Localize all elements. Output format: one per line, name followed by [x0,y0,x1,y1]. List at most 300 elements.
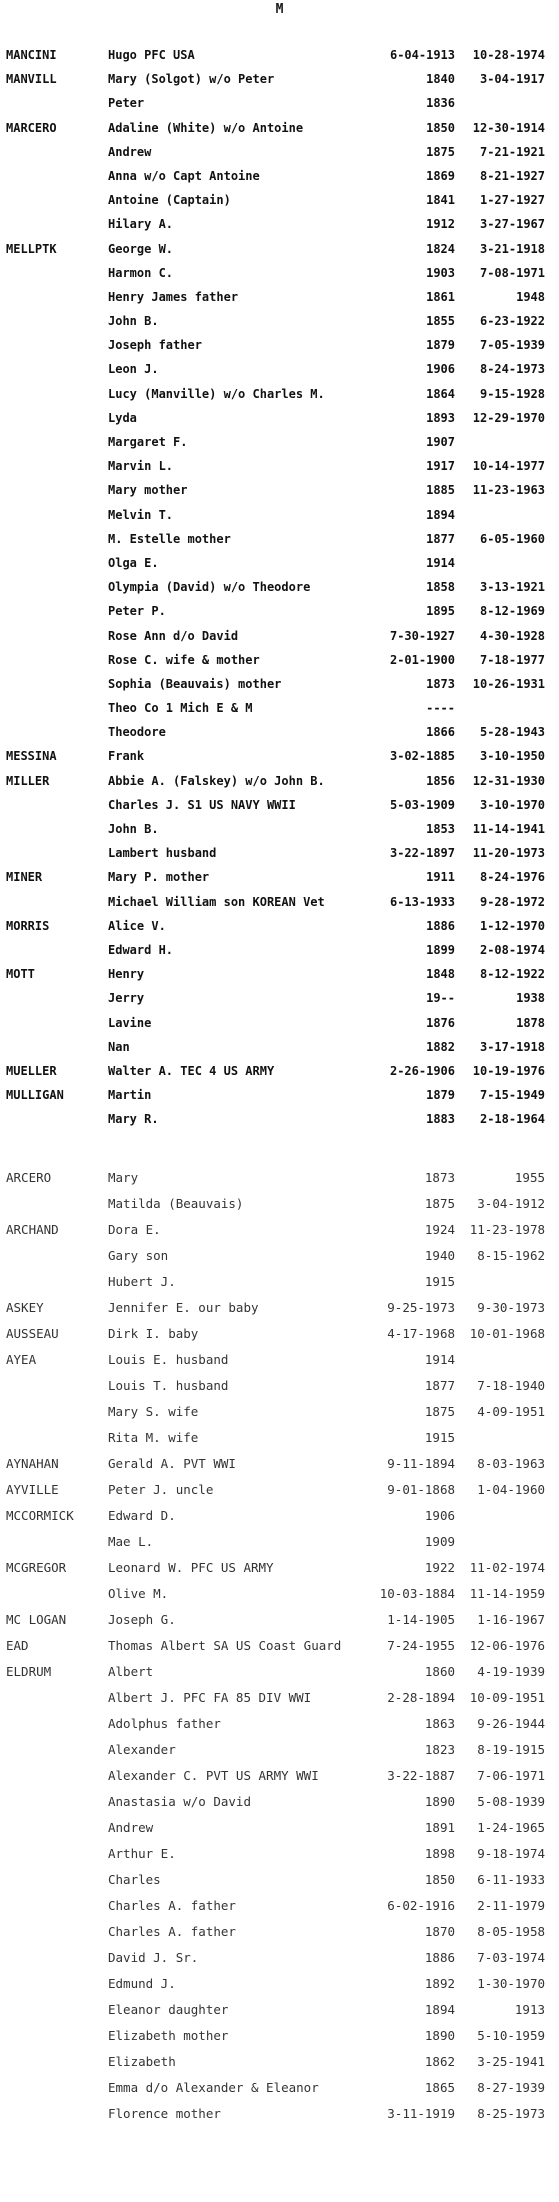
burial-entry-row [0,145,559,169]
birth-date: 1885 [426,483,455,498]
burial-entry-row [0,1456,559,1482]
death-date: 11-14-1941 [472,822,545,836]
burial-entry-row [0,1664,559,1690]
birth-date: 1-14-1905 [387,1612,455,1627]
given-name: Charles A. father [108,1924,236,1939]
death-date: 7-03-1974 [477,1950,545,1965]
birth-date: 1879 [426,338,455,353]
given-name: Elizabeth [108,2054,176,2069]
given-name: Albert J. PFC FA 85 DIV WWI [108,1690,312,1705]
death-date: 1948 [516,289,545,304]
burial-entry-row [0,2106,559,2132]
given-name: Harmon C. [108,265,174,280]
birth-date: 1886 [424,1950,455,1965]
birth-date: 1890 [424,1794,455,1809]
family-name: MESSINA [6,749,57,764]
burial-entry-row [0,701,559,725]
birth-date: 6-04-1913 [389,48,455,62]
death-date: 5-28-1943 [479,725,545,740]
death-date: 12-06-1976 [469,1638,545,1653]
family-name: MANVILL [6,72,57,87]
burial-entry-row [0,653,559,677]
birth-date: 1895 [426,604,455,619]
burial-entry-row [0,1690,559,1716]
death-date: 10-19-1976 [472,1063,545,1078]
burial-entry-row [0,1820,559,1846]
family-name: MULLIGAN [6,1088,64,1103]
burial-entry-row [0,1300,559,1326]
death-date: 9-26-1944 [477,1716,545,1731]
given-name: Edward D. [108,1508,176,1523]
given-name: Martin [108,1088,152,1103]
family-name: AYNAHAN [6,1456,59,1471]
death-date: 7-08-1971 [479,265,545,280]
burial-entry-row [0,1612,559,1638]
birth-date: 1879 [426,1088,455,1103]
death-date: 12-31-1930 [472,773,545,788]
given-name: Lucy (Manville) w/o Charles M. [108,386,325,401]
burial-entry-row [0,435,559,459]
given-name: Jerry [108,991,145,1006]
death-date: 12-29-1970 [472,410,545,425]
birth-date: 1893 [426,410,455,425]
given-name: Andrew [108,144,152,159]
burial-entry-row [0,798,559,822]
burial-entry-row [0,1016,559,1040]
death-date: 8-25-1973 [477,2106,545,2121]
given-name: Lambert husband [108,846,217,861]
burial-entry-row [0,48,559,72]
death-date: 7-06-1971 [477,1768,545,1783]
burial-entry-row [0,2054,559,2080]
birth-date: 1870 [424,1924,455,1939]
death-date: 9-28-1972 [479,894,545,909]
given-name: Adolphus father [108,1716,221,1731]
family-name: MC LOGAN [6,1612,67,1627]
birth-date: 1875 [424,1404,455,1419]
burial-entry-row [0,749,559,773]
burial-entry-row [0,1326,559,1352]
death-date: 3-13-1921 [479,580,545,595]
death-date: 1-16-1967 [477,1612,545,1627]
birth-date: 1864 [426,386,455,401]
death-date: 2-18-1964 [479,1112,545,1127]
given-name: Joseph G. [108,1612,176,1627]
given-name: Louis E. husband [108,1352,229,1367]
burial-entry-row [0,1976,559,2002]
burial-entry-row [0,1170,559,1196]
burial-entry-row [0,967,559,991]
death-date: 9-18-1974 [477,1846,545,1861]
death-date: 10-26-1931 [472,676,545,691]
birth-date: 9-11-1894 [387,1456,455,1471]
burial-entry-row [0,532,559,556]
given-name: Joseph father [108,338,202,353]
birth-date: 1911 [426,870,455,885]
death-date: 8-12-1922 [479,967,545,982]
burial-entry-row [0,604,559,628]
burial-entry-row [0,2080,559,2106]
birth-date: 1856 [426,773,455,788]
given-name: Charles [108,1872,161,1887]
burial-entry-row [0,290,559,314]
birth-date: 1875 [426,144,455,159]
death-date: 11-20-1973 [472,846,545,861]
death-date: 8-27-1939 [477,2080,545,2095]
burial-entry-row [0,870,559,894]
given-name: Mary P. mother [108,870,210,885]
death-date: 2-11-1979 [477,1898,545,1913]
death-date: 8-24-1976 [479,870,545,885]
death-date: 6-23-1922 [479,314,545,329]
death-date: 4-30-1928 [479,628,545,643]
birth-date: 7-30-1927 [389,628,455,643]
burial-entry-row [0,1950,559,1976]
birth-date: 1894 [426,507,455,522]
death-date: 4-09-1951 [477,1404,545,1419]
death-date: 8-03-1963 [477,1456,545,1471]
given-name: Charles J. S1 US NAVY WWII [108,797,296,812]
family-name: MELLPTK [6,241,57,256]
given-name: Dirk I. baby [108,1326,199,1341]
death-date: 2-08-1974 [479,942,545,957]
given-name: Emma d/o Alexander & Eleanor [108,2080,319,2095]
death-date: 9-30-1973 [477,1300,545,1315]
birth-date: 2-28-1894 [387,1690,455,1705]
given-name: Hilary A. [108,217,174,232]
death-date: 12-30-1914 [472,120,545,135]
burial-entry-row [0,411,559,435]
given-name: Leon J. [108,362,159,377]
family-name: ARCHAND [6,1222,59,1237]
death-date: 1-12-1970 [479,918,545,933]
burial-entry-row [0,483,559,507]
death-date: 3-04-1917 [479,72,545,87]
death-date: 8-24-1973 [479,362,545,377]
death-date: 6-05-1960 [479,531,545,546]
birth-date: ---- [426,701,455,716]
burial-entry-row [0,1924,559,1950]
burial-entry-row [0,919,559,943]
birth-date: 1877 [426,531,455,546]
given-name: Rose Ann d/o David [108,628,239,643]
given-name: Henry [108,967,145,982]
burial-entry-row [0,338,559,362]
burial-entry-row [0,217,559,241]
birth-date: 1917 [426,459,455,474]
birth-date: 3-11-1919 [387,2106,455,2121]
death-date: 1-24-1965 [477,1820,545,1835]
burial-entry-row [0,1586,559,1612]
death-date: 11-02-1974 [469,1560,545,1575]
given-name: Antoine (Captain) [108,193,231,208]
given-name: Theo Co 1 Mich E & M [108,701,253,716]
burial-entry-row [0,629,559,653]
given-name: Michael William son KOREAN Vet [108,894,325,909]
death-date: 10-14-1977 [472,459,545,474]
given-name: John B. [108,314,159,329]
birth-date: 1922 [424,1560,455,1575]
burial-entry-row [0,121,559,145]
family-name: AYEA [6,1352,37,1367]
burial-entry-row [0,96,559,120]
given-name: Andrew [108,1820,154,1835]
death-date: 1-27-1927 [479,193,545,208]
burial-entry-row [0,1560,559,1586]
death-date: 6-11-1933 [477,1872,545,1887]
birth-date: 1877 [424,1378,455,1393]
given-name: Edmund J. [108,1976,176,1991]
death-date: 8-15-1962 [477,1248,545,1263]
burial-entry-row [0,1638,559,1664]
birth-date: 1891 [424,1820,455,1835]
given-name: Melvin T. [108,507,174,522]
death-date: 1938 [516,991,545,1006]
burial-entry-row [0,895,559,919]
burial-entry-row [0,846,559,870]
burial-entry-row [0,1112,559,1136]
burial-entry-row [0,1352,559,1378]
birth-date: 1840 [426,72,455,87]
death-date: 10-09-1951 [469,1690,545,1705]
birth-date: 1850 [426,120,455,135]
death-date: 3-27-1967 [479,217,545,232]
birth-date: 1906 [424,1508,455,1523]
given-name: Dora E. [108,1222,161,1237]
burial-entry-row [0,1898,559,1924]
family-name: MILLER [6,773,50,788]
birth-date: 1875 [424,1196,455,1211]
burial-entry-row [0,1716,559,1742]
burial-entry-row [0,1846,559,1872]
given-name: Matilda (Beauvais) [108,1196,244,1211]
death-date: 11-14-1959 [469,1586,545,1601]
family-name: MORRIS [6,918,50,933]
birth-date: 1850 [424,1872,455,1887]
burial-entry-row [0,169,559,193]
death-date: 5-10-1959 [477,2028,545,2043]
birth-date: 1906 [426,362,455,377]
burial-entry-row [0,1248,559,1274]
death-date: 7-05-1939 [479,338,545,353]
birth-date: 7-24-1955 [387,1638,455,1653]
birth-date: 3-02-1885 [389,749,455,764]
given-name: M. Estelle mother [108,531,231,546]
given-name: Jennifer E. our baby [108,1300,259,1315]
given-name: Peter P. [108,604,166,619]
birth-date: 3-22-1897 [389,846,455,861]
given-name: David J. Sr. [108,1950,199,1965]
death-date: 10-01-1968 [469,1326,545,1341]
birth-date: 1873 [424,1170,455,1185]
birth-date: 1915 [424,1430,455,1445]
burial-entry-row [0,508,559,532]
birth-date: 1907 [426,435,455,449]
death-date: 3-04-1912 [477,1196,545,1211]
birth-date: 1886 [426,918,455,933]
given-name: Anna w/o Capt Antoine [108,168,260,183]
birth-date: 1866 [426,725,455,740]
birth-date: 1865 [424,2080,455,2095]
birth-date: 1892 [424,1976,455,1991]
death-date: 8-21-1927 [479,168,545,183]
burial-entry-row [0,677,559,701]
death-date: 1955 [514,1170,545,1185]
given-name: Peter [108,96,145,111]
birth-date: 1876 [426,1015,455,1030]
burial-entry-row [0,580,559,604]
given-name: Mary S. wife [108,1404,199,1419]
given-name: Peter J. uncle [108,1482,214,1497]
death-date: 1878 [516,1015,545,1030]
birth-date: 1858 [426,580,455,595]
family-name: MOTT [6,967,35,982]
given-name: Margaret F. [108,435,188,449]
birth-date: 9-25-1973 [387,1300,455,1315]
entries-section-upper [0,48,559,1136]
given-name: Mary [108,1170,139,1185]
burial-entry-row [0,725,559,749]
burial-entry-row [0,72,559,96]
given-name: Olympia (David) w/o Theodore [108,580,311,595]
birth-date: 1940 [424,1248,455,1263]
given-name: Olga E. [108,555,159,570]
birth-date: 4-17-1968 [387,1326,455,1341]
birth-date: 1861 [426,289,455,304]
given-name: Arthur E. [108,1846,176,1861]
burial-entry-row [0,822,559,846]
birth-date: 1873 [426,676,455,691]
birth-date: 1914 [424,1352,455,1367]
death-date: 10-28-1974 [472,48,545,62]
birth-date: 1823 [424,1742,455,1757]
given-name: Mary R. [108,1112,159,1127]
given-name: Alice V. [108,918,166,933]
given-name: Charles A. father [108,1898,236,1913]
birth-date: 1841 [426,193,455,208]
burial-entry-row [0,1222,559,1248]
death-date: 7-15-1949 [479,1088,545,1103]
death-date: 3-25-1941 [477,2054,545,2069]
birth-date: 5-03-1909 [389,797,455,812]
family-name: MUELLER [6,1063,57,1078]
burial-entry-row [0,1794,559,1820]
family-name: MCGREGOR [6,1560,67,1575]
birth-date: 1824 [426,241,455,256]
given-name: John B. [108,822,159,836]
burial-entry-row [0,193,559,217]
given-name: Alexander C. PVT US ARMY WWI [108,1768,319,1783]
burial-entry-row [0,1742,559,1768]
given-name: Olive M. [108,1586,169,1601]
death-date: 8-05-1958 [477,1924,545,1939]
given-name: Theodore [108,725,166,740]
death-date: 1-04-1960 [477,1482,545,1497]
family-name: EAD [6,1638,29,1653]
given-name: Nan [108,1039,130,1054]
burial-entry-row [0,1196,559,1222]
burial-entry-row [0,314,559,338]
given-name: Gerald A. PVT WWI [108,1456,236,1471]
birth-date: 1855 [426,314,455,329]
birth-date: 1869 [426,168,455,183]
death-date: 7-21-1921 [479,144,545,159]
family-name: MINER [6,870,43,885]
birth-date: 1898 [424,1846,455,1861]
birth-date: 1909 [424,1534,455,1549]
birth-date: 1899 [426,942,455,957]
given-name: Abbie A. (Falskey) w/o John B. [108,773,325,788]
birth-date: 6-02-1916 [387,1898,455,1913]
death-date: 3-10-1950 [479,749,545,764]
burial-entry-row [0,1508,559,1534]
death-date: 7-18-1940 [477,1378,545,1393]
given-name: Thomas Albert SA US Coast Guard [108,1638,342,1653]
burial-entry-row [0,2002,559,2028]
given-name: Mae L. [108,1534,154,1549]
given-name: Mary (Solgot) w/o Peter [108,72,275,87]
given-name: Alexander [108,1742,176,1757]
family-name: AYVILLE [6,1482,59,1497]
family-name: MARCERO [6,120,57,135]
given-name: Lavine [108,1015,152,1030]
page-letter-heading: M [275,2,284,17]
death-date: 9-15-1928 [479,386,545,401]
given-name: Rose C. wife & mother [108,652,260,667]
birth-date: 1863 [424,1716,455,1731]
family-name: MCCORMICK [6,1508,74,1523]
given-name: George W. [108,241,174,256]
given-name: Walter A. TEC 4 US ARMY [108,1063,275,1078]
burial-entry-row [0,362,559,386]
birth-date: 1894 [424,2002,455,2017]
burial-entry-row [0,1482,559,1508]
birth-date: 1890 [424,2028,455,2043]
given-name: Gary son [108,1248,169,1263]
given-name: Hugo PFC USA [108,48,195,62]
family-name: ELDRUM [6,1664,52,1679]
birth-date: 1836 [426,96,455,111]
death-date: 1913 [514,2002,545,2017]
family-name: AUSSEAU [6,1326,59,1341]
birth-date: 2-01-1900 [389,652,455,667]
burial-entry-row [0,2028,559,2054]
birth-date: 6-13-1933 [389,894,455,909]
birth-date: 10-03-1884 [379,1586,455,1601]
burial-entry-row [0,991,559,1015]
given-name: Eleanor daughter [108,2002,229,2017]
burial-entry-row [0,266,559,290]
birth-date: 1883 [426,1112,455,1127]
death-date: 11-23-1978 [469,1222,545,1237]
birth-date: 19-- [426,991,455,1006]
given-name: Albert [108,1664,154,1679]
burial-entry-row [0,459,559,483]
birth-date: 1862 [424,2054,455,2069]
birth-date: 1848 [426,967,455,982]
given-name: Frank [108,749,145,764]
burial-entry-row [0,1872,559,1898]
death-date: 11-23-1963 [472,483,545,498]
birth-date: 2-26-1906 [389,1063,455,1078]
burial-entry-row [0,943,559,967]
given-name: Mary mother [108,483,188,498]
burial-entry-row [0,1378,559,1404]
given-name: Elizabeth mother [108,2028,229,2043]
death-date: 8-12-1969 [479,604,545,619]
entries-section-lower [0,1170,559,2132]
birth-date: 1853 [426,822,455,836]
